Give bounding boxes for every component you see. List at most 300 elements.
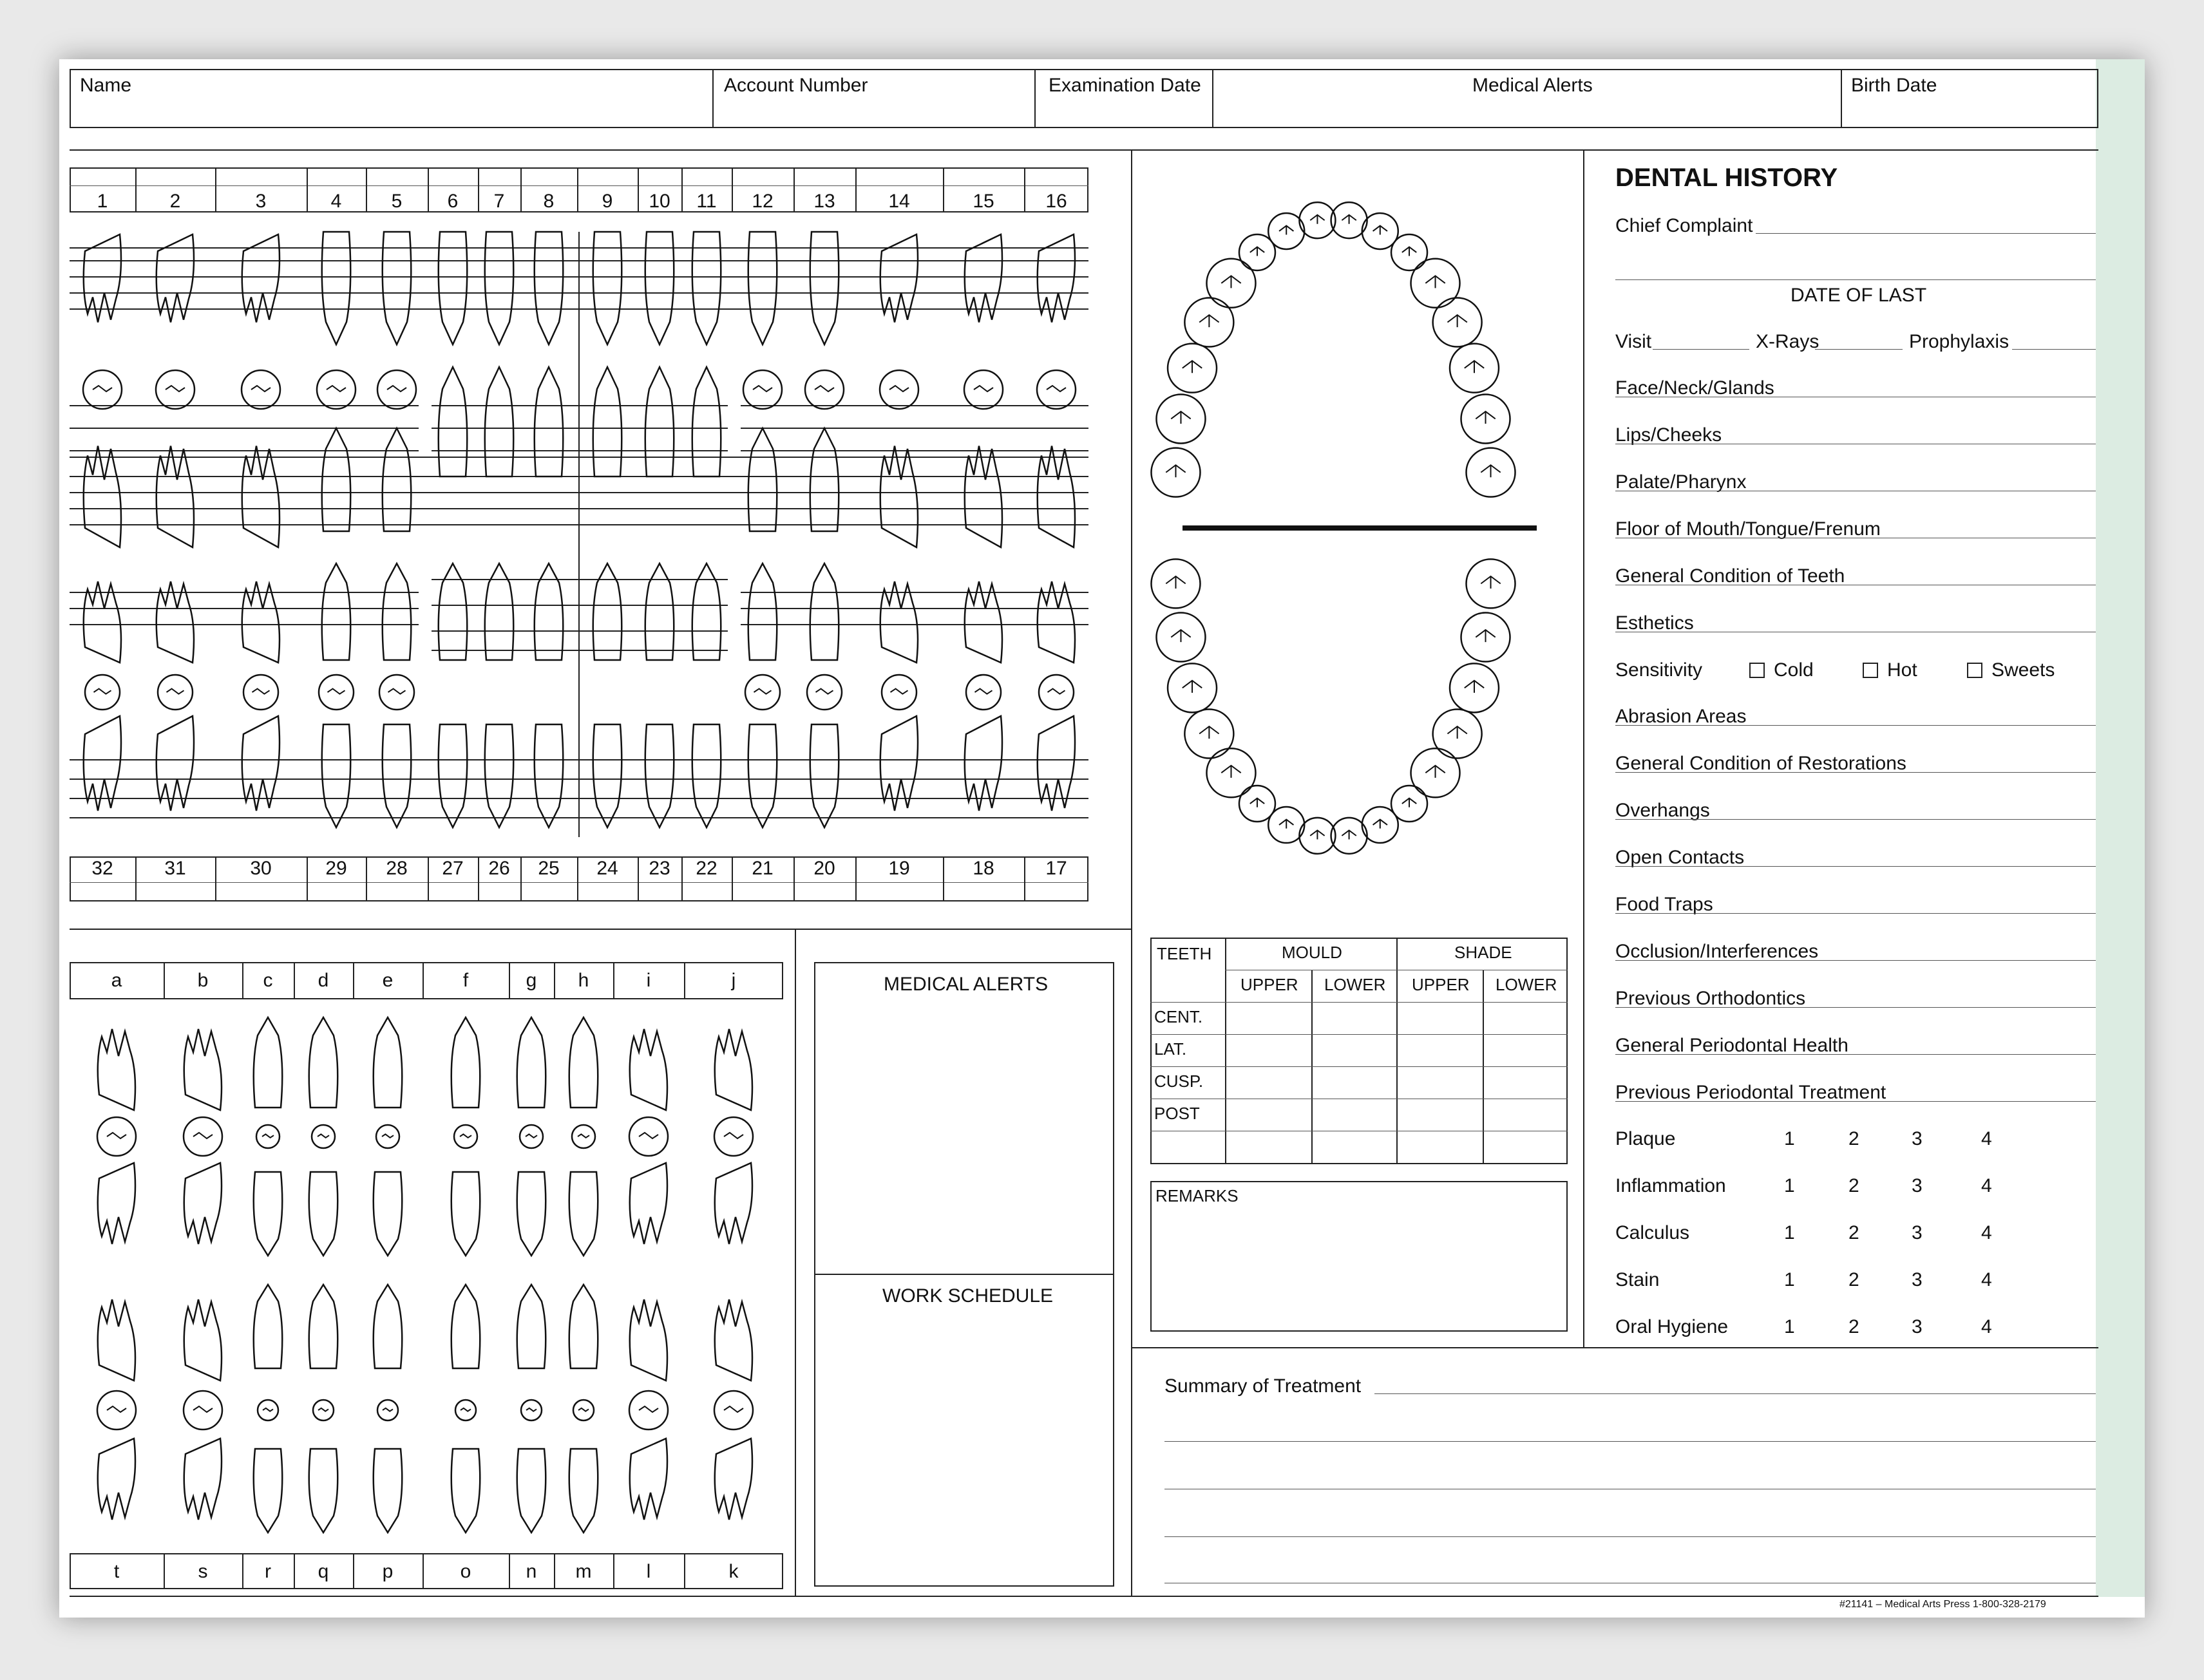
occlusal-fissure [975, 689, 993, 694]
single-root-tooth [374, 1017, 403, 1108]
occlusal-view-tooth [629, 1391, 668, 1430]
occlusal-view-tooth [97, 1117, 136, 1156]
occlusal-fissure [262, 1134, 274, 1137]
xrays-label: X-Rays [1756, 331, 1819, 352]
arch-fissure [1425, 276, 1445, 288]
lower-tooth-number[interactable]: 25 [538, 858, 560, 879]
single-root-tooth [451, 1449, 480, 1533]
primary-upper-letter[interactable]: d [318, 970, 329, 991]
occlusal-fissure [252, 689, 270, 694]
row-label-cent: CENT. [1154, 1007, 1203, 1026]
occlusal-view-tooth [805, 370, 844, 409]
occlusal-view-tooth [745, 675, 780, 710]
molar-tooth [715, 1299, 752, 1381]
single-root-tooth [748, 724, 777, 827]
single-root-tooth [593, 232, 622, 344]
single-root-tooth [569, 1285, 598, 1368]
occlusal-view-tooth [379, 675, 414, 710]
upper-tooth-number[interactable]: 3 [255, 191, 267, 212]
summary-of-treatment-label: Summary of Treatment [1164, 1375, 1362, 1397]
single-root-tooth [517, 1449, 546, 1533]
single-root-tooth [374, 1172, 403, 1256]
molar-tooth [157, 446, 194, 548]
occlusal-fissure [816, 689, 833, 694]
molar-tooth [184, 1029, 222, 1110]
primary-lower-letter[interactable]: k [728, 1561, 739, 1582]
arch-fissure [1447, 315, 1467, 327]
molar-tooth [880, 716, 918, 811]
single-root-tooth [451, 1285, 480, 1368]
single-root-tooth [810, 563, 839, 660]
arch-fissure [1481, 465, 1500, 477]
occlusal-fissure [460, 1134, 471, 1137]
occlusal-view-tooth [880, 370, 918, 409]
molar-tooth [630, 1439, 667, 1520]
single-root-tooth [593, 367, 622, 477]
lower-tooth-number[interactable]: 31 [164, 858, 186, 879]
occlusal-view-tooth [97, 1391, 136, 1430]
arch-fissure [1310, 215, 1324, 224]
arch-fissure [1476, 630, 1495, 642]
arch-fissure [1171, 630, 1190, 642]
occlusal-fissure [328, 689, 345, 694]
medical-alerts-box-title: MEDICAL ALERTS [884, 974, 1049, 995]
single-root-tooth [254, 1017, 283, 1108]
occlusal-view-tooth [184, 1117, 222, 1156]
single-root-tooth [374, 1285, 403, 1368]
occlusal-fissure [974, 386, 993, 392]
arch-fissure [1166, 465, 1185, 477]
primary-lower-letter[interactable]: m [575, 1561, 592, 1582]
occlusal-view-tooth [317, 370, 356, 409]
occlusal-view-tooth [85, 675, 120, 710]
remarks-label: REMARKS [1155, 1186, 1239, 1205]
single-root-tooth [517, 1172, 546, 1256]
arch-fissure [1310, 830, 1324, 839]
single-root-tooth [485, 563, 514, 660]
single-root-tooth [535, 232, 564, 344]
single-root-tooth [309, 1449, 338, 1533]
occlusal-fissure [815, 386, 834, 392]
occlusal-fissure [724, 1133, 743, 1138]
molar-tooth [715, 1029, 752, 1110]
single-root-tooth [645, 724, 674, 827]
history-item-label: Food Traps [1615, 894, 1713, 915]
occlusal-fissure [382, 1134, 394, 1137]
occlusal-view-tooth [964, 370, 1003, 409]
lower-tooth-number[interactable]: 19 [888, 858, 910, 879]
molar-tooth [715, 1439, 752, 1520]
rating-option[interactable]: 3 [1912, 1175, 1923, 1196]
rating-option[interactable]: 4 [1981, 1316, 1992, 1337]
upper-tooth-number[interactable]: 11 [696, 191, 717, 212]
visit-label: Visit [1615, 331, 1652, 352]
arch-fissure [1250, 247, 1264, 256]
arch-fissure [1342, 830, 1356, 839]
occlusal-fissure [526, 1408, 537, 1411]
arch-fissure [1465, 361, 1484, 373]
occlusal-fissure [639, 1406, 658, 1412]
arch-fissure [1221, 276, 1240, 288]
single-root-tooth [535, 724, 564, 827]
molar-tooth [242, 581, 280, 663]
sweets-label: Sweets [1991, 659, 2055, 681]
rating-option[interactable]: 3 [1912, 1269, 1923, 1290]
upper-tooth-number[interactable]: 13 [813, 191, 835, 212]
history-item-label: Face/Neck/Glands [1615, 377, 1774, 399]
single-root-tooth [645, 563, 674, 660]
birth-date-field-label[interactable]: Birth Date [1851, 75, 1937, 96]
arch-fissure [1166, 576, 1185, 589]
occlusal-fissure [251, 386, 271, 392]
lower-tooth-number[interactable]: 28 [386, 858, 408, 879]
lower-tooth-number[interactable]: 20 [813, 858, 835, 879]
cold-label: Cold [1774, 659, 1814, 681]
occlusal-fissure [166, 386, 185, 392]
occlusal-view-tooth [714, 1117, 753, 1156]
shade-column-header: SHADE [1454, 943, 1512, 962]
occlusal-fissure [461, 1408, 471, 1411]
arch-fissure [1221, 766, 1240, 778]
single-root-tooth [645, 232, 674, 344]
single-root-tooth [748, 232, 777, 344]
rating-option[interactable]: 3 [1912, 1222, 1923, 1243]
rating-option[interactable]: 2 [1848, 1222, 1859, 1243]
rating-label: Calculus [1615, 1222, 1690, 1243]
upper-tooth-number[interactable]: 1 [97, 191, 108, 212]
rating-label: Inflammation [1615, 1175, 1726, 1196]
primary-upper-letter[interactable]: h [578, 970, 589, 991]
single-root-tooth [485, 367, 514, 477]
primary-lower-letter[interactable]: t [113, 1561, 120, 1582]
molar-tooth [630, 1299, 667, 1381]
occlusal-view-tooth [1039, 675, 1074, 710]
primary-upper-letter[interactable]: a [111, 970, 122, 991]
lower-tooth-number[interactable]: 26 [488, 858, 510, 879]
upper-tooth-number[interactable]: 10 [649, 191, 670, 212]
molar-tooth [84, 446, 121, 548]
rating-label: Oral Hygiene [1615, 1316, 1729, 1337]
occlusal-fissure [193, 1406, 213, 1412]
primary-upper-letter[interactable]: j [731, 970, 736, 991]
arch-fissure [1425, 766, 1445, 778]
single-root-tooth [254, 1449, 283, 1533]
history-item-label: General Condition of Restorations [1615, 753, 1906, 774]
single-root-tooth [810, 724, 839, 827]
rating-option[interactable]: 1 [1784, 1175, 1795, 1196]
lower-tooth-number[interactable]: 29 [325, 858, 347, 879]
history-item-label: Floor of Mouth/Tongue/Frenum [1615, 518, 1881, 540]
rating-option[interactable]: 2 [1848, 1128, 1859, 1149]
arch-fissure [1481, 576, 1500, 589]
lower-tooth-number[interactable]: 24 [596, 858, 618, 879]
upper-tooth-number[interactable]: 2 [169, 191, 181, 212]
occlusal-fissure [263, 1408, 273, 1411]
primary-lower-letter[interactable]: n [526, 1561, 537, 1582]
primary-lower-letter[interactable]: s [198, 1561, 208, 1582]
occlusal-fissure [1048, 689, 1065, 694]
rating-option[interactable]: 4 [1981, 1269, 1992, 1290]
primary-lower-letter[interactable]: p [382, 1561, 394, 1582]
arch-fissure [1183, 361, 1202, 373]
molar-tooth [98, 1439, 135, 1520]
molar-tooth [965, 581, 1002, 663]
occlusal-fissure [578, 1134, 589, 1137]
upper-tooth-number[interactable]: 15 [973, 191, 994, 212]
history-item-label: Previous Periodontal Treatment [1615, 1082, 1886, 1103]
upper-tooth-number[interactable]: 6 [447, 191, 459, 212]
history-item-label: Lips/Cheeks [1615, 424, 1722, 446]
occlusal-view-tooth [1037, 370, 1076, 409]
lower-tooth-number[interactable]: 22 [696, 858, 717, 879]
occlusal-view-tooth [158, 675, 193, 710]
sensitivity-label: Sensitivity [1615, 659, 1703, 681]
occlusal-view-tooth [83, 370, 122, 409]
dental-history-title: DENTAL HISTORY [1615, 164, 1838, 192]
molar-tooth [98, 1299, 135, 1381]
single-root-tooth [439, 563, 468, 660]
upper-tooth-number[interactable]: 14 [888, 191, 910, 212]
rating-option[interactable]: 2 [1848, 1175, 1859, 1196]
arch-fissure [1342, 215, 1356, 224]
single-root-tooth [374, 1449, 403, 1533]
history-item-label: Open Contacts [1615, 847, 1745, 868]
molar-tooth [157, 581, 194, 663]
mould-column-header: MOULD [1282, 943, 1342, 962]
occlusal-fissure [167, 689, 184, 694]
occlusal-fissure [724, 1406, 743, 1412]
primary-upper-letter[interactable]: e [382, 970, 394, 991]
single-root-tooth [309, 1017, 338, 1108]
chief-complaint-label: Chief Complaint [1615, 215, 1753, 236]
single-root-tooth [593, 563, 622, 660]
history-item-label: Esthetics [1615, 612, 1694, 634]
occlusal-fissure [93, 386, 112, 392]
molar-tooth [1038, 581, 1075, 663]
rating-option[interactable]: 3 [1912, 1128, 1923, 1149]
occlusal-fissure [754, 689, 772, 694]
single-root-tooth [383, 428, 412, 531]
occlusal-view-tooth [184, 1391, 222, 1430]
single-root-tooth [383, 724, 412, 827]
lower-tooth-number[interactable]: 18 [973, 858, 994, 879]
shade-lower-header: LOWER [1496, 975, 1557, 994]
occlusal-fissure [639, 1133, 658, 1138]
arch-fissure [1279, 820, 1293, 829]
arch-fissure [1476, 411, 1495, 424]
arch-fissure [1447, 726, 1467, 739]
single-root-tooth [810, 428, 839, 531]
lower-tooth-number[interactable]: 27 [442, 858, 464, 879]
molar-tooth [880, 581, 918, 663]
date-of-last-heading: DATE OF LAST [1791, 285, 1927, 306]
upper-tooth-number[interactable]: 5 [391, 191, 403, 212]
single-root-tooth [451, 1017, 480, 1108]
single-root-tooth [517, 1285, 546, 1368]
occlusal-fissure [94, 689, 111, 694]
occlusal-fissure [327, 386, 346, 392]
molar-tooth [184, 1439, 222, 1520]
primary-upper-letter[interactable]: g [526, 970, 537, 991]
single-root-tooth [439, 367, 468, 477]
lower-tooth-number[interactable]: 30 [250, 858, 272, 879]
row-label-cusp: CUSP. [1154, 1071, 1204, 1091]
history-item-label: General Periodontal Health [1615, 1035, 1848, 1056]
occlusal-fissure [107, 1406, 126, 1412]
upper-tooth-number[interactable]: 12 [752, 191, 774, 212]
rating-option[interactable]: 1 [1784, 1222, 1795, 1243]
single-root-tooth [645, 367, 674, 477]
form-footer: #21141 – Medical Arts Press 1-800-328-2179 [1839, 1599, 2046, 1610]
single-root-tooth [569, 1172, 598, 1256]
molar-tooth [242, 446, 280, 548]
single-root-tooth [383, 232, 412, 344]
upper-tooth-number[interactable]: 7 [493, 191, 505, 212]
medical-alerts-field-label[interactable]: Medical Alerts [1472, 75, 1593, 96]
molar-tooth [184, 1163, 222, 1244]
molar-tooth [715, 1163, 752, 1244]
single-root-tooth [517, 1017, 546, 1108]
occlusal-view-tooth [242, 370, 280, 409]
single-root-tooth [322, 232, 351, 344]
primary-lower-letter[interactable]: l [646, 1561, 651, 1582]
single-root-tooth [322, 563, 351, 660]
history-item-label: Abrasion Areas [1615, 706, 1747, 727]
single-root-tooth [439, 232, 468, 344]
rating-option[interactable]: 2 [1848, 1316, 1859, 1337]
single-root-tooth [485, 232, 514, 344]
single-root-tooth [439, 724, 468, 827]
occlusal-fissure [526, 1134, 537, 1137]
single-root-tooth [451, 1172, 480, 1256]
rating-option[interactable]: 1 [1784, 1316, 1795, 1337]
occlusal-fissure [891, 689, 908, 694]
lower-tooth-number[interactable]: 32 [91, 858, 113, 879]
single-root-tooth [383, 563, 412, 660]
lower-tooth-number[interactable]: 23 [649, 858, 670, 879]
primary-upper-letter[interactable]: f [462, 970, 469, 991]
occlusal-fissure [1047, 386, 1066, 392]
rating-option[interactable]: 1 [1784, 1128, 1795, 1149]
molar-tooth [1038, 716, 1075, 811]
occlusal-view-tooth [807, 675, 842, 710]
occlusal-view-tooth [319, 675, 354, 710]
arch-fissure [1199, 315, 1219, 327]
single-root-tooth [692, 724, 721, 827]
single-root-tooth [593, 724, 622, 827]
history-item-label: Previous Orthodontics [1615, 988, 1806, 1009]
history-item-label: Palate/Pharynx [1615, 471, 1747, 493]
occlusal-view-tooth [966, 675, 1001, 710]
upper-tooth-number[interactable]: 8 [543, 191, 555, 212]
single-root-tooth [254, 1172, 283, 1256]
occlusal-view-tooth [243, 675, 278, 710]
row-label-lat: LAT. [1154, 1039, 1187, 1059]
molar-tooth [98, 1163, 135, 1244]
single-root-tooth [485, 724, 514, 827]
lower-tooth-number[interactable]: 17 [1045, 858, 1067, 879]
arch-fissure [1373, 820, 1387, 829]
arch-fissure [1250, 798, 1264, 807]
molar-tooth [242, 716, 280, 811]
row-label-post: POST [1154, 1104, 1200, 1123]
upper-tooth-number[interactable]: 9 [602, 191, 613, 212]
history-item-label: General Condition of Teeth [1615, 565, 1845, 587]
arch-fissure [1183, 681, 1202, 693]
single-root-tooth [748, 563, 777, 660]
molar-tooth [965, 446, 1002, 548]
primary-upper-letter[interactable]: i [646, 970, 651, 991]
occlusal-fissure [578, 1408, 589, 1411]
single-root-tooth [692, 563, 721, 660]
examination-date-field-label[interactable]: Examination Date [1049, 75, 1201, 96]
single-root-tooth [535, 367, 564, 477]
single-root-tooth [535, 563, 564, 660]
history-item-label: Overhangs [1615, 800, 1710, 821]
upper-tooth-number[interactable]: 16 [1045, 191, 1067, 212]
occlusal-fissure [383, 1408, 393, 1411]
single-root-tooth [692, 232, 721, 344]
arch-fissure [1171, 411, 1190, 424]
prophylaxis-label: Prophylaxis [1909, 331, 2009, 352]
rating-option[interactable]: 4 [1981, 1175, 1992, 1196]
rating-option[interactable]: 3 [1912, 1316, 1923, 1337]
molar-tooth [84, 581, 121, 663]
occlusal-view-tooth [156, 370, 195, 409]
lower-tooth-number[interactable]: 21 [752, 858, 774, 879]
primary-upper-letter[interactable]: c [263, 970, 273, 991]
rating-option[interactable]: 4 [1981, 1128, 1992, 1149]
rating-option[interactable]: 2 [1848, 1269, 1859, 1290]
teeth-column-header: TEETH [1157, 944, 1212, 963]
name-field-label[interactable]: Name [80, 75, 132, 96]
arch-fissure [1465, 681, 1484, 693]
molar-tooth [98, 1029, 135, 1110]
arch-fissure [1199, 726, 1219, 739]
primary-lower-letter[interactable]: r [265, 1561, 271, 1582]
molar-tooth [630, 1029, 667, 1110]
occlusal-fissure [318, 1408, 328, 1411]
occlusal-view-tooth [714, 1391, 753, 1430]
occlusal-fissure [753, 386, 772, 392]
occlusal-fissure [318, 1134, 329, 1137]
single-root-tooth [322, 428, 351, 531]
rating-label: Stain [1615, 1269, 1660, 1290]
primary-upper-letter[interactable]: b [197, 970, 209, 991]
molar-tooth [157, 716, 194, 811]
single-root-tooth [569, 1017, 598, 1108]
work-schedule-box-title: WORK SCHEDULE [882, 1285, 1054, 1307]
occlusal-view-tooth [629, 1117, 668, 1156]
occlusal-view-tooth [743, 370, 782, 409]
upper-tooth-number[interactable]: 4 [330, 191, 342, 212]
arch-fissure [1279, 226, 1293, 235]
primary-lower-letter[interactable]: q [318, 1561, 329, 1582]
primary-lower-letter[interactable]: o [460, 1561, 471, 1582]
hot-label: Hot [1887, 659, 1917, 681]
history-item-label: Occlusion/Interferences [1615, 941, 1819, 962]
single-root-tooth [309, 1285, 338, 1368]
single-root-tooth [748, 428, 777, 531]
rating-option[interactable]: 4 [1981, 1222, 1992, 1243]
molar-tooth [630, 1163, 667, 1244]
rating-label: Plaque [1615, 1128, 1676, 1149]
molar-tooth [84, 716, 121, 811]
molar-tooth [880, 446, 918, 548]
mould-upper-header: UPPER [1240, 975, 1298, 994]
rating-option[interactable]: 1 [1784, 1269, 1795, 1290]
account-number-field-label[interactable]: Account Number [724, 75, 868, 96]
